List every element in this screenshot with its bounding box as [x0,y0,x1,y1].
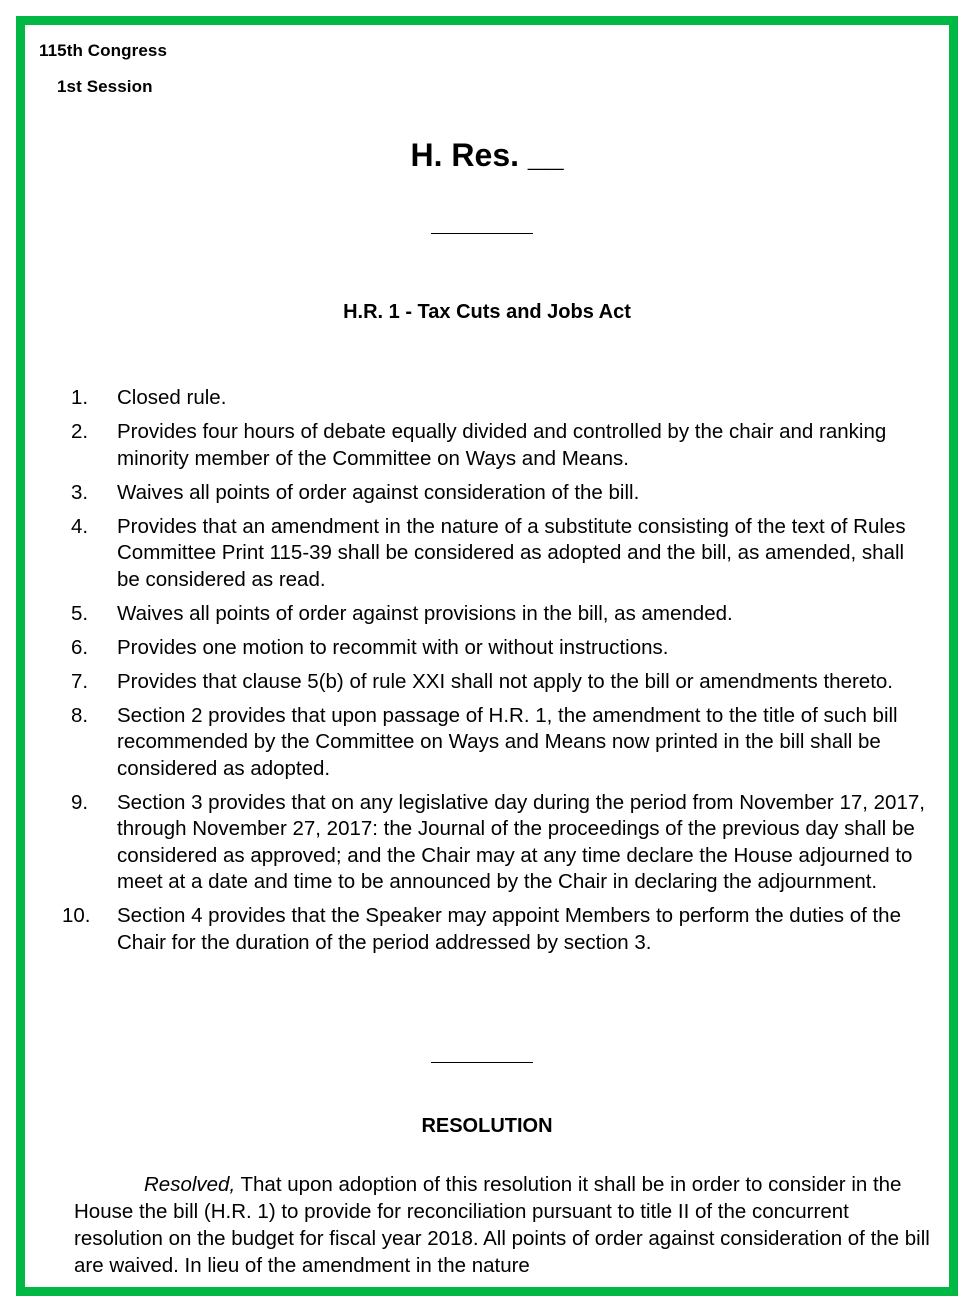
item-text: Waives all points of order against provisions in the bill, as amended. [117,601,733,625]
item-number: 8. [71,703,89,727]
list-item [25,790,949,896]
provisions-list [25,385,949,964]
item-number: 9. [71,790,89,814]
congress-label: 115th Congress [39,41,168,60]
item-text: Provides that an amendment in the nature of a substitute consisting of the text of Rules Committee Print 115-39 shall be considered as adopted and the bill, as amended, shall be considered as read. [117,514,906,591]
item-text: Section 4 provides that the Speaker may appoint Members to perform the duties of the Chair for the duration of the period addressed by section 3. [117,904,901,954]
item-number: 5. [71,601,89,625]
item-text: Section 3 provides that on any legislative day during the period from November 17, 2017, through November 27, 2017: the Journal of the proceedings of the previous day shall be considered as approved; and the Chair may at any time declare the House adjourned to meet at a date and time to be announced by the Chair in declaring the adjournment. [117,790,925,893]
divider-top [431,233,533,234]
item-number: 2. [71,420,89,443]
list-item [25,669,949,696]
item-text: Provides one motion to recommit with or without instructions. [117,635,669,659]
item-number: 1. [71,386,89,409]
item-text: Closed rule. [117,386,227,409]
list-item [25,703,949,783]
item-text: Provides four hours of debate equally divided and controlled by the chair and ranking minority member of the Committee on Ways and Means. [117,420,887,470]
list-item [25,601,949,628]
item-text: Section 2 provides that upon passage of H.R. 1, the amendment to the title of such bill recommended by the Committee on Ways and Means now printed in the bill shall be considered as adopted. [117,703,898,780]
resolution-body [74,1171,934,1279]
list-item [25,903,949,956]
list-item [25,635,949,662]
session-label: 1st Session [57,77,153,96]
item-number: 3. [71,480,89,504]
item-number: 4. [71,514,89,538]
list-item [25,514,949,594]
item-number: 10. [62,904,91,927]
bill-title: H.R. 1 - Tax Cuts and Jobs Act [343,301,631,323]
item-text: Provides that clause 5(b) of rule XXI shall not apply to the bill or amendments thereto. [117,669,893,693]
list-item [25,480,949,507]
list-item [25,419,949,472]
item-number: 7. [71,669,89,693]
document-title: H. Res. __ [410,137,564,173]
item-text: Waives all points of order against consideration of the bill. [117,480,640,504]
resolution-heading: RESOLUTION [421,1115,553,1137]
resolution-text: That upon adoption of this resolution it shall be in order to consider in the House the bill (H.R. 1) to provide for reconciliation pursuant to title II of the concurrent resolution on the budget for fiscal year 2018. All points of order against consideration of the bill are waived. In lieu of the amendment in the nature [74,1173,930,1277]
list-item [25,385,949,412]
item-number: 6. [71,635,89,659]
document-frame [16,16,958,1296]
divider-bottom [431,1062,533,1063]
resolved-word: Resolved, [144,1173,236,1196]
